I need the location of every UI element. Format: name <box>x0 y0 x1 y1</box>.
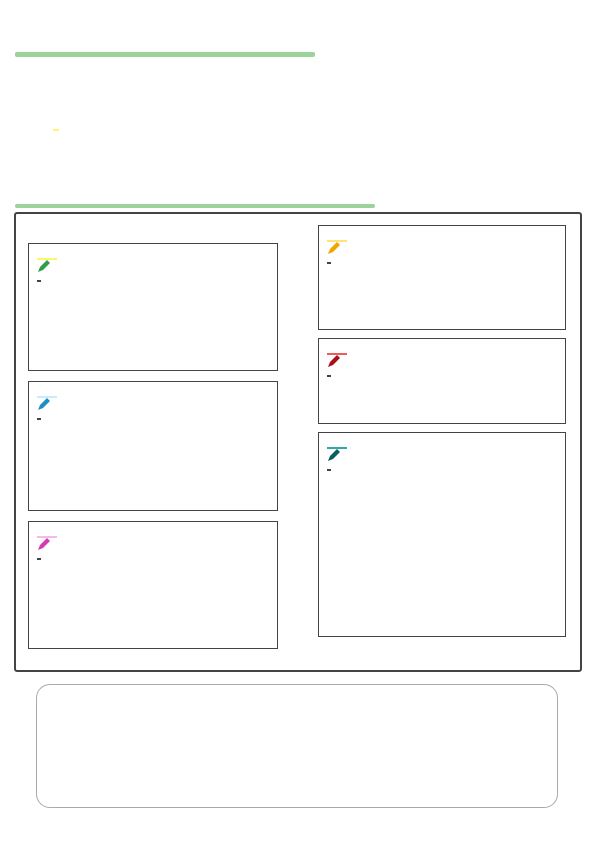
card-youth-planning <box>318 225 566 330</box>
pencil-decoration-bottom <box>0 820 595 841</box>
card-amount <box>37 418 41 420</box>
contact-box <box>36 684 558 808</box>
yorinsai-logo <box>18 68 168 120</box>
pencil-icon <box>37 397 51 411</box>
card-public-lecture <box>28 243 278 371</box>
card-title <box>37 396 57 398</box>
slogan-banner <box>53 129 59 131</box>
pencil-decoration-footer <box>50 680 80 706</box>
card-amount <box>327 469 331 471</box>
pencil-decoration-middle <box>15 188 580 210</box>
pencil-icon <box>37 259 51 273</box>
card-amount <box>37 280 41 282</box>
card-amount <box>327 262 331 264</box>
card-title <box>37 258 57 260</box>
pencil-decoration-top <box>15 34 575 62</box>
card-title <box>327 447 347 449</box>
contact-email-row <box>80 766 88 779</box>
card-housework-childcare <box>28 521 278 649</box>
card-title <box>327 240 347 242</box>
pencil-icon <box>37 537 51 551</box>
notebook-rings <box>283 218 307 668</box>
card-training-support <box>28 381 278 511</box>
pencil-icon <box>327 354 341 368</box>
card-title <box>327 353 347 355</box>
card-research <box>318 338 566 424</box>
pencil-icon <box>327 241 341 255</box>
card-environment-support <box>318 432 566 637</box>
card-amount <box>37 558 41 560</box>
contact-web-row <box>80 788 88 801</box>
qr-code-icon[interactable] <box>505 717 553 765</box>
pencil-icon <box>327 448 341 462</box>
card-amount <box>327 375 331 377</box>
card-title <box>37 536 57 538</box>
